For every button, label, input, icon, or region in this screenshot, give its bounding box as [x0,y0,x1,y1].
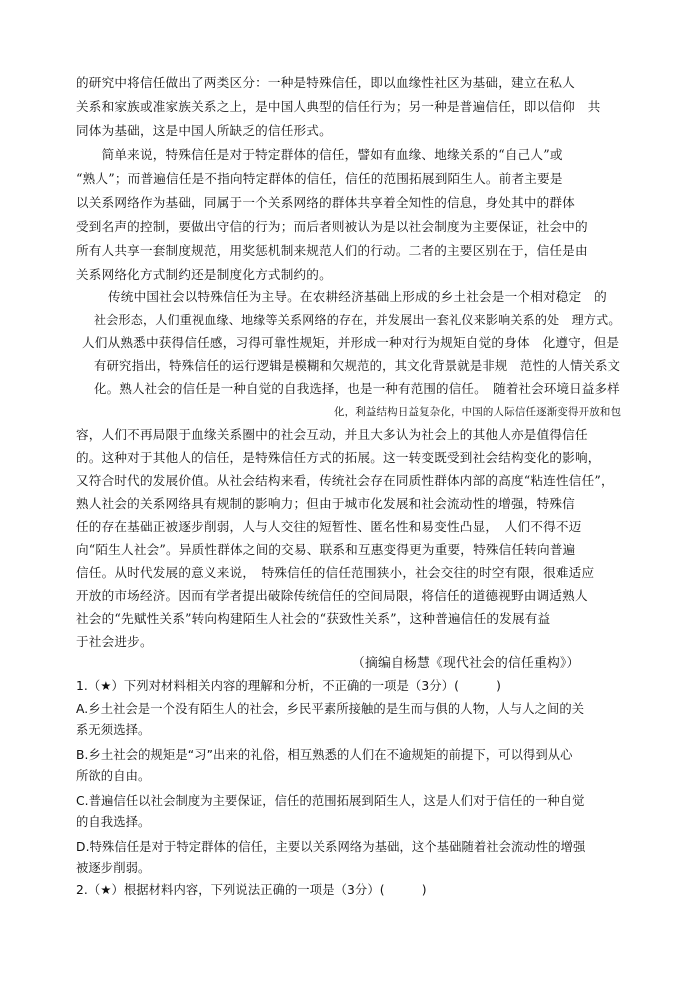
source-citation: （摘编自杨慧《现代社会的信任重构》） [352,656,580,671]
passage-line: “熟人”；而普遍信任是不指向特定群体的信任，信任的范围拓展到陌生人。前者主要是 [76,171,563,186]
passage-line: 任的存在基础正被逐步削弱，人与人交往的短暂性、匿名性和易变性凸显， 人们不得不迈 [76,519,582,534]
question-1-stem: 1.（★）下列对材料相关内容的理解和分析，不正确的一项是（3分）( ) [76,679,502,693]
passage-line: 容，人们不再局限于血缘关系圈中的社会互动，并且大多认为社会上的其他人亦是值得信任 [76,427,588,442]
question-1-option-b-cont: 所欲的自由。 [76,769,151,783]
passage-line: 信任。从时代发展的意义来说， 特殊信任的信任范围狭小，社会交往的时空有限，很难适应 [76,565,595,580]
passage-line: 关系和家族或准家族关系之上，是中国人典型的信任行为；另一种是普遍信任，即以信仰 共 [76,99,601,114]
passage-line: 又符合时代的发展价值。从社会结构来看，传统社会存在同质性群体内部的高度“粘连性信任”， [76,473,614,488]
passage-line: 向“陌生人社会”。异质性群体之间的交易、联系和互惠变得更为重要，特殊信任转向普遍 [76,542,576,557]
question-1-option-c[interactable]: C.普遍信任以社会制度为主要保证，信任的范围拓展到陌生人，这是人们对于信任的一种自觉 [76,794,585,808]
question-1-option-a-cont: 系无须选择。 [76,723,151,737]
question-1-option-b[interactable]: B.乡土社会的规矩是“习”出来的礼俗，相互熟悉的人们在不逾规矩的前提下，可以得到从心 [76,748,573,762]
passage-line: 关系网络化方式制约还是制度化方式制约的。 [76,267,332,282]
passage-line: 同体为基础，这是中国人所缺乏的信任形式。 [76,123,332,138]
passage-line: 化。熟人社会的信任是一种自觉的自我选择，也是一种有范围的信任。 随着社会环境日益多样 [94,381,620,396]
passage-line: 简单来说，特殊信任是对于特定群体的信任，譬如有血缘、地缘关系的“自己人”或 [76,147,563,162]
passage-line: 社会的“先赋性关系”转向构建陌生人社会的“获致性关系”，这种普遍信任的发展有益 [76,611,551,626]
passage-line: 开放的市场经济。因而有学者提出破除传统信任的空间局限，将信任的道德视野由调适熟人 [76,588,588,603]
passage-line: 的。这种对于其他人的信任，是特殊信任方式的拓展。这一转变既受到社会结构变化的影响， [76,450,601,465]
question-1-option-c-cont: 的自我选择。 [76,815,151,829]
passage-line: 化，利益结构日益复杂化，中国的人际信任逐渐变得开放和包 [334,406,622,418]
passage-line: 熟人社会的关系网络具有规制的影响力；但由于城市化发展和社会流动性的增强，特殊信 [76,496,575,511]
passage-line: 传统中国社会以特殊信任为主导。在农耕经济基础上形成的乡土社会是一个相对稳定 的 [108,289,607,304]
passage-line: 于社会进步。 [76,634,153,649]
passage-line: 受到名声的控制，要做出守信的行为；而后者则被认为是以社会制度为主要保证，社会中的 [76,219,588,234]
question-1-option-d[interactable]: D.特殊信任是对于特定群体的信任，主要以关系网络为基础，这个基础随着社会流动性的增强 [76,840,586,854]
passage-line: 以关系网络作为基础，同属于一个关系网络的群体共享着全知性的信息，身处其中的群体 [76,195,575,210]
passage-line: 所有人共享一套制度规范，用奖惩机制来规范人们的行动。二者的主要区别在于，信任是由 [76,243,588,258]
passage-line: 人们从熟悉中获得信任感，习得可靠性规矩，并形成一种对行为规矩自觉的身体 化遵守，但是 [82,335,620,350]
passage-line: 有研究指出，特殊信任的运行逻辑是模糊和欠规范的，其文化背景就是非规 范性的人情关系文 [94,359,621,373]
question-1-option-a[interactable]: A.乡土社会是一个没有陌生人的社会，乡民平素所接触的是生而与俱的人物，人与人之间的关 [76,702,585,716]
question-1-option-d-cont: 被逐步削弱。 [76,861,151,875]
question-2-stem: 2.（★）根据材料内容，下列说法正确的一项是（3分）( ) [76,883,427,897]
passage-line: 的研究中将信任做出了两类区分：一种是特殊信任，即以血缘性社区为基础，建立在私人 [76,75,575,90]
passage-line: 社会形态，人们重视血缘、地缘等关系网络的存在，并发展出一套礼仪来影响关系的处 理方式。 [94,313,621,327]
